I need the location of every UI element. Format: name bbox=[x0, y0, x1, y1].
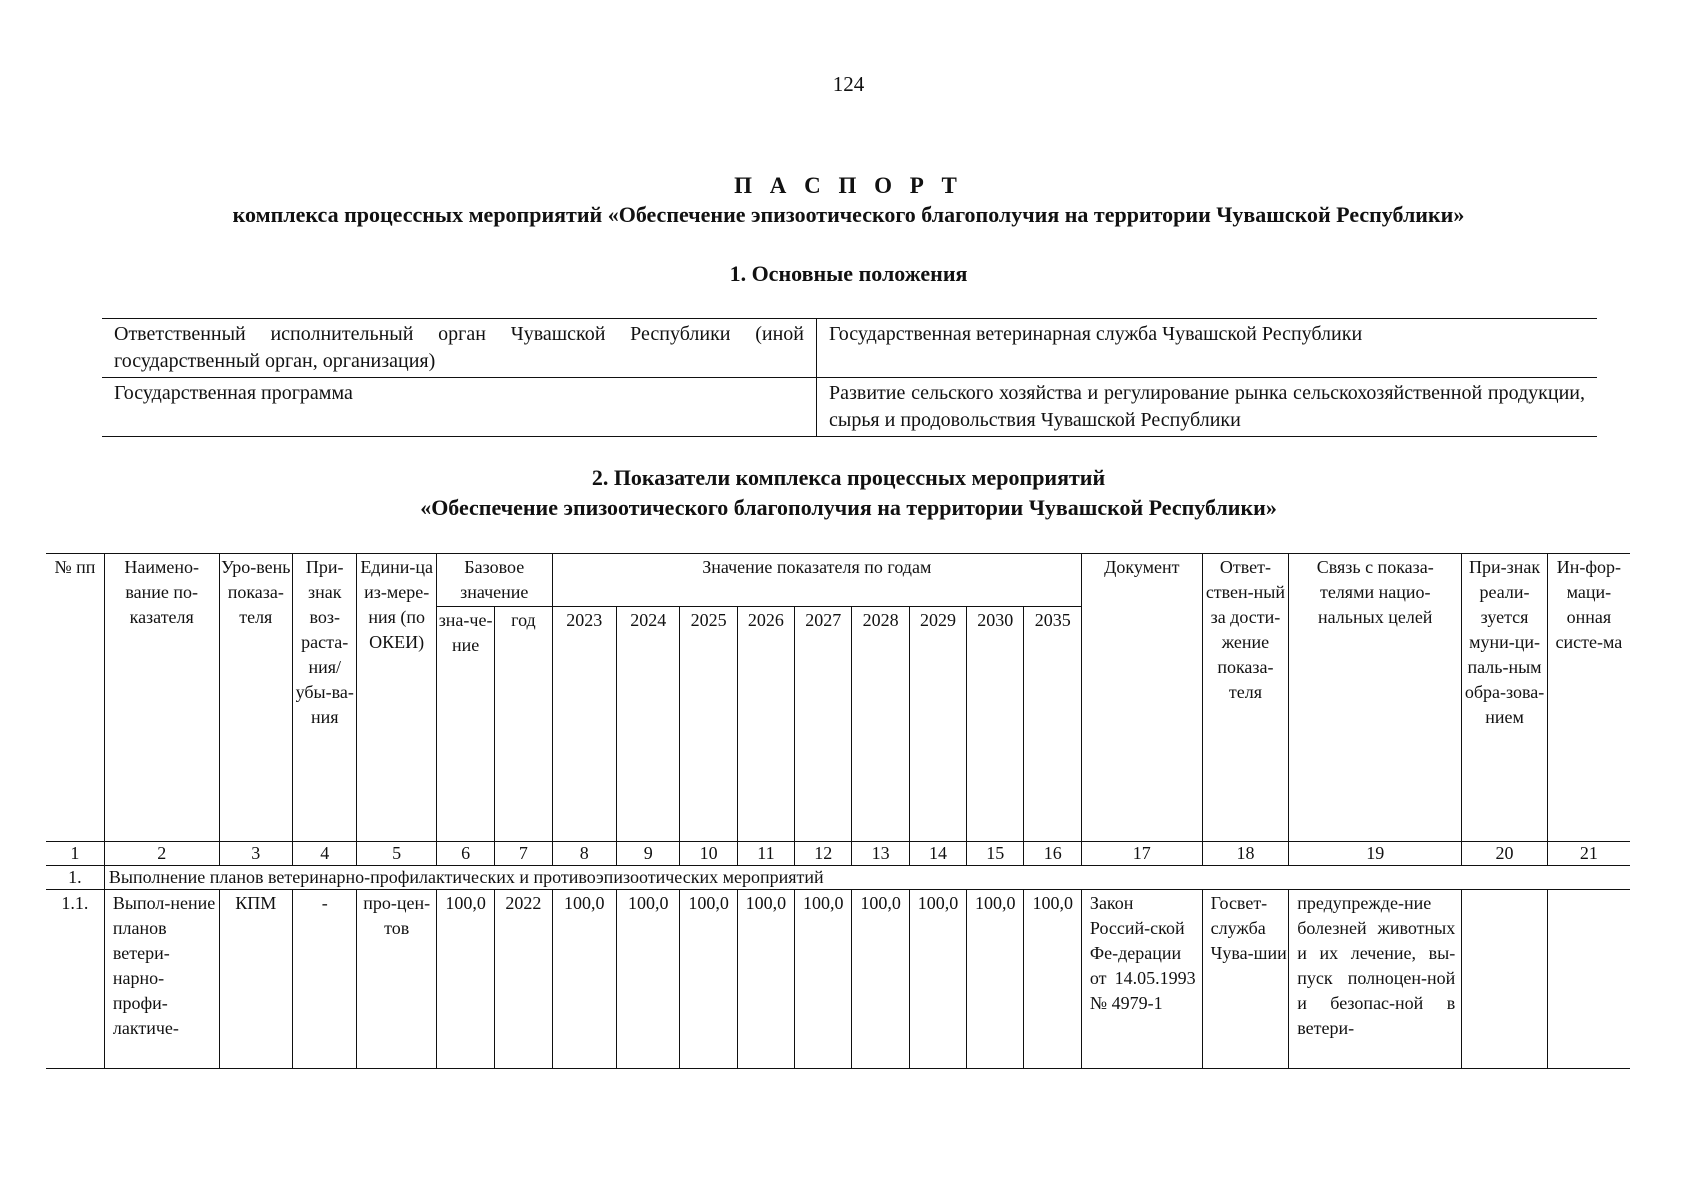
info-value: Развитие сельского хозяйства и регулирование рынка сельскохозяйственной продукции, сырья и продовольствия Чувашской Республики bbox=[817, 378, 1598, 437]
col-header-num: № пп bbox=[46, 554, 104, 842]
row-year-value: 100,0 bbox=[909, 890, 966, 1069]
column-number: 16 bbox=[1024, 842, 1081, 866]
row-document: Закон Россий-ской Фе-дерации от 14.05.1993 № 4979-1 bbox=[1081, 890, 1202, 1069]
info-row bbox=[102, 378, 1597, 437]
col-header-info-system: Ин-фор-маци-онная систе-ма bbox=[1547, 554, 1630, 842]
section-2-heading-line1: 2. Показатели комплекса процессных мероприятий bbox=[591, 465, 1106, 490]
col-header-year: 2029 bbox=[909, 607, 966, 842]
row-num: 1.1. bbox=[46, 890, 104, 1069]
col-header-year: 2025 bbox=[680, 607, 737, 842]
row-link: предупрежде-ние болезней животных и их лечение, вы-пуск полноцен-ной и безопас-ной в ветери- bbox=[1289, 890, 1462, 1069]
info-label: Государственная программа bbox=[102, 378, 817, 437]
basic-provisions-table bbox=[102, 318, 1597, 437]
row-year-value: 100,0 bbox=[1024, 890, 1081, 1069]
col-header-year: 2035 bbox=[1024, 607, 1081, 842]
document-subtitle: комплекса процессных мероприятий «Обеспечение эпизоотического благополучия на территории Чувашской Республики» bbox=[232, 202, 1465, 227]
column-number: 9 bbox=[617, 842, 680, 866]
column-number: 2 bbox=[104, 842, 219, 866]
row-responsible: Госвет-служба Чува-шии bbox=[1202, 890, 1289, 1069]
col-header-name: Наимено-вание по-казателя bbox=[104, 554, 219, 842]
col-header-years-group: Значение показателя по годам bbox=[552, 554, 1081, 607]
column-number: 19 bbox=[1289, 842, 1462, 866]
info-label: Ответственный исполнительный орган Чувашской Республики (иной государственный орган, организация) bbox=[102, 319, 817, 378]
column-number: 14 bbox=[909, 842, 966, 866]
section-1-heading: 1. Основные положения bbox=[729, 261, 968, 286]
col-header-document: Документ bbox=[1081, 554, 1202, 842]
column-number: 13 bbox=[852, 842, 909, 866]
column-numbers-row bbox=[46, 842, 1630, 866]
col-header-level: Уро-вень показа-теля bbox=[219, 554, 292, 842]
section-2-heading-line2: «Обеспечение эпизоотического благополучия на территории Чувашской Республики» bbox=[420, 495, 1277, 520]
row-year-value: 100,0 bbox=[680, 890, 737, 1069]
row-year-value: 100,0 bbox=[617, 890, 680, 1069]
column-number: 12 bbox=[795, 842, 852, 866]
row-year-value: 100,0 bbox=[967, 890, 1024, 1069]
col-header-year: 2023 bbox=[552, 607, 616, 842]
row-level: КПМ bbox=[219, 890, 292, 1069]
column-number: 17 bbox=[1081, 842, 1202, 866]
column-number: 21 bbox=[1547, 842, 1630, 866]
row-base-value: 100,0 bbox=[436, 890, 494, 1069]
row-sign: - bbox=[293, 890, 357, 1069]
section-row-title: Выполнение планов ветеринарно-профилактических и противоэпизоотических мероприятий bbox=[104, 866, 1630, 890]
table-row bbox=[46, 890, 1630, 1069]
col-header-year: 2030 bbox=[967, 607, 1024, 842]
column-number: 20 bbox=[1462, 842, 1548, 866]
section-row bbox=[46, 866, 1630, 890]
col-header-base: Базовое значение bbox=[436, 554, 552, 607]
column-number: 10 bbox=[680, 842, 737, 866]
indicators-table bbox=[46, 553, 1630, 1069]
row-municipal bbox=[1462, 890, 1548, 1069]
row-info-system bbox=[1547, 890, 1630, 1069]
column-number: 5 bbox=[357, 842, 436, 866]
col-header-link: Связь с показа-телями нацио-нальных целей bbox=[1289, 554, 1462, 842]
section-row-num: 1. bbox=[46, 866, 104, 890]
info-row bbox=[102, 319, 1597, 378]
column-number: 15 bbox=[967, 842, 1024, 866]
col-header-responsible: Ответ-ствен-ный за дости-жение показа-теля bbox=[1202, 554, 1289, 842]
row-year-value: 100,0 bbox=[737, 890, 794, 1069]
column-number: 1 bbox=[46, 842, 104, 866]
document-title-block bbox=[0, 172, 1697, 230]
page-number: 124 bbox=[832, 72, 865, 96]
column-number: 11 bbox=[737, 842, 794, 866]
column-number: 7 bbox=[495, 842, 552, 866]
row-base-year: 2022 bbox=[495, 890, 552, 1069]
col-header-unit: Едини-ца из-мере-ния (по ОКЕИ) bbox=[357, 554, 436, 842]
row-name: Выпол-нение планов ветери-нарно-профи-лактиче- bbox=[104, 890, 219, 1069]
info-value: Государственная ветеринарная служба Чувашской Республики bbox=[817, 319, 1598, 378]
column-number: 18 bbox=[1202, 842, 1289, 866]
column-number: 3 bbox=[219, 842, 292, 866]
column-number: 6 bbox=[436, 842, 494, 866]
row-year-value: 100,0 bbox=[852, 890, 909, 1069]
col-header-sign: При-знак воз-раста-ния/ убы-ва-ния bbox=[293, 554, 357, 842]
col-header-year: 2027 bbox=[795, 607, 852, 842]
col-header-year: 2028 bbox=[852, 607, 909, 842]
col-header-year: 2024 bbox=[617, 607, 680, 842]
col-header-municipal: При-знак реали-зуется муни-ци-паль-ным обра-зова-нием bbox=[1462, 554, 1548, 842]
row-year-value: 100,0 bbox=[795, 890, 852, 1069]
col-header-year: 2026 bbox=[737, 607, 794, 842]
row-unit: про-цен-тов bbox=[357, 890, 436, 1069]
column-number: 4 bbox=[293, 842, 357, 866]
section-2-heading bbox=[0, 463, 1697, 523]
col-header-base-value: зна-че-ние bbox=[436, 607, 494, 842]
row-year-value: 100,0 bbox=[552, 890, 616, 1069]
column-number: 8 bbox=[552, 842, 616, 866]
document-title: П А С П О Р Т bbox=[734, 173, 963, 198]
header-row bbox=[46, 554, 1630, 607]
col-header-base-year: год bbox=[495, 607, 552, 842]
